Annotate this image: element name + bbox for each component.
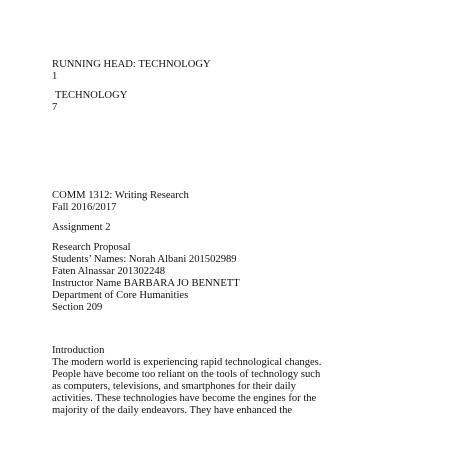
section-heading-introduction: Introduction [52,345,105,356]
document-type: Research Proposal [52,242,131,253]
section: Section 209 [52,302,103,313]
instructor-name: Instructor Name BARBARA JO BENNETT [52,278,240,289]
body-line: The modern world is experiencing rapid technological changes. [52,357,322,368]
body-line: People have become too reliant on the tools of technology such [52,369,321,380]
department: Department of Core Humanities [52,290,189,301]
body-line: majority of the daily endeavors. They have enhanced the [52,405,293,416]
page-number-second: 7 [52,102,58,113]
body-line: as computers, televisions, and smartphones for their daily [52,381,296,392]
students-names: Students’ Names: Norah Albani 201502989 [52,254,237,265]
body-line: activities. These technologies have become the engines for the [52,393,317,404]
assignment-number: Assignment 2 [52,222,111,233]
running-head: RUNNING HEAD: TECHNOLOGY [52,59,211,70]
course-name: COMM 1312: Writing Research [52,190,189,201]
term: Fall 2016/2017 [52,202,117,213]
page-number: 1 [52,71,58,82]
short-title: TECHNOLOGY [55,90,128,101]
student-two: Faten Alnassar 201302248 [52,266,165,277]
